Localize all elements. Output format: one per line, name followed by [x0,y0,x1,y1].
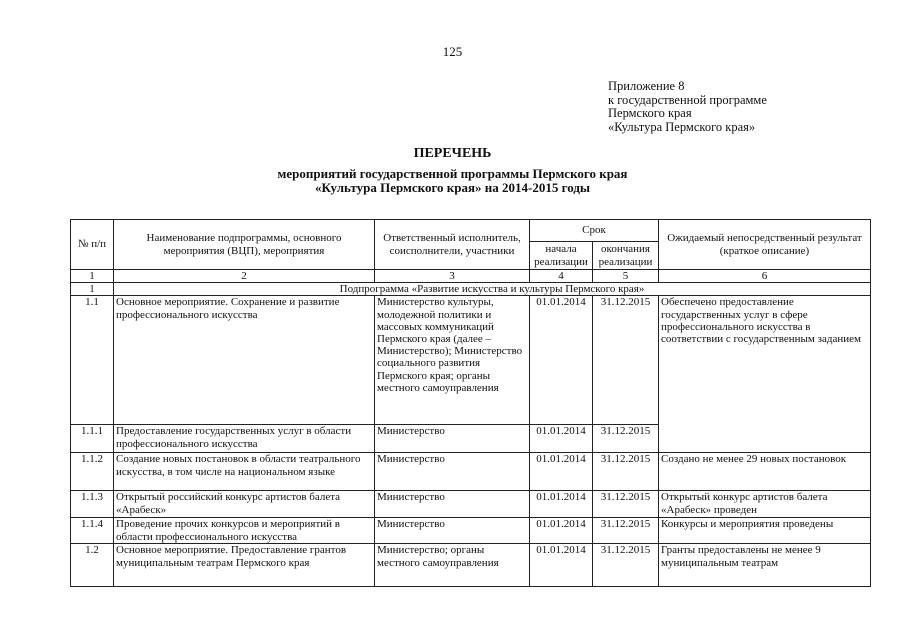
row-start: 01.01.2014 [530,544,593,587]
table-row [71,296,871,425]
row-responsible: Министерство культуры, молодежной политики и массовых коммуникаций Пермского края (далее – Министерство); Министерство социального развития Пермского края; органы местного самоуправления [375,296,530,425]
col-number: 3 [375,270,530,283]
row-name: Предоставление государственных услуг в области профессионального искусства [114,425,375,453]
row-result: Создано не менее 29 новых постановок [659,453,871,491]
col-number: 4 [530,270,593,283]
row-responsible: Министерство [375,425,530,453]
col-number: 1 [71,270,114,283]
document-subtitle [0,167,905,194]
row-start: 01.01.2014 [530,425,593,453]
row-num: 1.1.1 [71,425,114,453]
row-responsible: Министерство [375,518,530,544]
header-end: окончания реализации [593,242,659,270]
row-start: 01.01.2014 [530,518,593,544]
appendix-line-3: Пермского края [608,106,692,121]
appendix-line-4: «Культура Пермского края» [608,119,756,134]
row-num: 1.1.2 [71,453,114,491]
row-end: 31.12.2015 [593,518,659,544]
row-end: 31.12.2015 [593,453,659,491]
col-number: 2 [114,270,375,283]
appendix-line-2: к государственной программе [608,92,767,107]
subtitle-line-1: мероприятий государственной программы Пермского края [277,166,628,181]
header-name: Наименование подпрограммы, основного мероприятия (ВЦП), мероприятия [114,220,375,270]
table-row [71,544,871,587]
header-row [71,220,871,242]
row-result: Открытый конкурс артистов балета «Арабеск» проведен [659,491,871,518]
header-responsible: Ответственный исполнитель, соисполнители, участники [375,220,530,270]
row-responsible: Министерство; органы местного самоуправления [375,544,530,587]
row-name: Основное мероприятие. Сохранение и развитие профессионального искусства [114,296,375,425]
column-numbers-row [71,270,871,283]
row-name: Создание новых постановок в области театрального искусства, в том числе на национальном языке [114,453,375,491]
row-result: Конкурсы и мероприятия проведены [659,518,871,544]
subtitle-line-2: «Культура Пермского края» на 2014-2015 годы [314,179,591,195]
row-start: 01.01.2014 [530,491,593,518]
row-name: Проведение прочих конкурсов и мероприятий в области профессионального искусства [114,518,375,544]
row-responsible: Министерство [375,453,530,491]
row-num: 1.1.4 [71,518,114,544]
appendix-line-1: Приложение 8 [608,79,685,93]
row-end: 31.12.2015 [593,425,659,453]
row-end: 31.12.2015 [593,491,659,518]
row-responsible: Министерство [375,491,530,518]
row-result: Гранты предоставлены не менее 9 муниципальным театрам [659,544,871,587]
row-result: Обеспечено предоставление государственных услуг в сфере профессионального искусства в соответствии с государственным заданием [659,296,871,453]
row-num: 1.2 [71,544,114,587]
header-period: Срок [530,220,659,242]
header-num: № п/п [71,220,114,270]
col-number: 6 [659,270,871,283]
table-row [71,491,871,518]
row-num: 1.1.3 [71,491,114,518]
row-end: 31.12.2015 [593,296,659,425]
document-title: ПЕРЕЧЕНЬ [413,146,492,161]
header-result: Ожидаемый непосредственный результат (краткое описание) [659,220,871,270]
appendix-note [608,80,767,134]
table-row [71,453,871,491]
header-start: начала реализации [530,242,593,270]
subprogram-row [71,283,871,296]
col-number: 5 [593,270,659,283]
subprogram-num: 1 [71,283,114,296]
row-start: 01.01.2014 [530,453,593,491]
measures-table [70,219,871,587]
row-name: Основное мероприятие. Предоставление грантов муниципальным театрам Пермского края [114,544,375,587]
table-row [71,518,871,544]
row-name: Открытый российский конкурс артистов балета «Арабеск» [114,491,375,518]
page-number: 125 [442,44,463,59]
row-end: 31.12.2015 [593,544,659,587]
row-num: 1.1 [71,296,114,425]
row-start: 01.01.2014 [530,296,593,425]
subprogram-title: Подпрограмма «Развитие искусства и культуры Пермского края» [114,283,871,296]
